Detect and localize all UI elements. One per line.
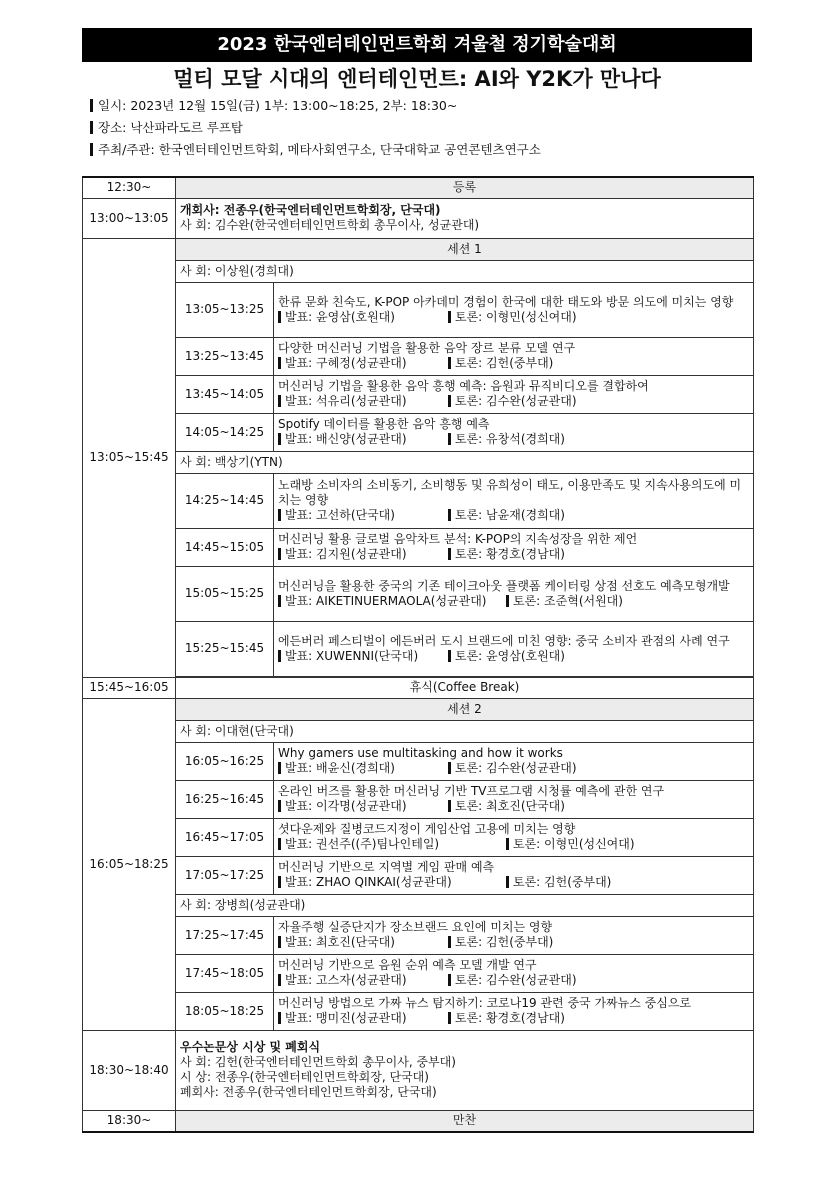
bullet-bar [448,311,451,323]
time-cell: 18:30~18:40 [83,1030,176,1110]
talk-content [274,780,754,818]
session2-moderator2: 사 회: 장병희(성균관대) [176,894,754,916]
conference-banner: 2023 한국엔터테인먼트학회 겨울철 정기학술대회 [82,28,752,62]
closing-speech: 폐회사: 전종우(한국엔터테인먼트학회장, 단국대) [180,1085,437,1099]
talk-people [278,837,749,852]
talk-discussant: 토론: 최호진(단국대) [455,799,565,813]
closing-host: 사 회: 김헌(한국엔터테인먼트학회 총무이사, 중부대) [180,1055,456,1069]
talk-row [83,856,754,894]
session2-moderator: 사 회: 이대현(단국대) [176,720,754,742]
talk-content [274,856,754,894]
info-date: 일시: 2023년 12월 15일(금) 1부: 13:00~18:25, 2부: 18:30~ [90,98,457,114]
talk-content [274,566,754,621]
talk-row [83,818,754,856]
info-venue: 장소: 낙산파라도르 루프탑 [90,120,243,136]
bullet-bar [90,143,93,156]
schedule-table [82,176,754,1133]
talk-title: 자율주행 실증단지가 장소브랜드 요인에 미치는 영향 [278,920,553,934]
bullet-bar [506,595,509,607]
talk-time: 14:05~14:25 [176,413,274,451]
talk-row [83,282,754,337]
time-cell: 13:00~13:05 [83,198,176,238]
opening-host: 사 회: 김수완(한국엔터테인먼트학회 총무이사, 성균관대) [180,218,480,232]
talk-discussant: 토론: 이형민(성신여대) [455,309,577,324]
talk-time: 15:25~15:45 [176,621,274,676]
talk-people [278,310,749,325]
bullet-bar [278,548,281,560]
talk-discussant: 토론: 김수완(성균관대) [455,973,577,987]
session1-time: 13:05~15:45 [83,238,176,677]
session1-header-row [83,238,754,260]
bullet-bar [506,876,509,888]
bullet-bar [278,762,281,774]
bullet-bar [278,395,281,407]
talk-discussant: 토론: 김수완(성균관대) [455,761,577,775]
talk-presenter: 발표: 석유리(성균관대) [285,394,407,408]
opening-content [176,198,754,238]
talk-presenter: 발표: ZHAO QINKAI(성균관대) [285,875,452,889]
bullet-bar [278,876,281,888]
talk-title: 머신러닝 기반으로 지역별 게임 판매 예측 [278,860,495,874]
talk-row [83,916,754,954]
talk-row [83,566,754,621]
bullet-bar [90,99,93,112]
bullet-bar [278,974,281,986]
talk-presenter: 발표: 이각명(성균관대) [285,799,407,813]
talk-time: 16:05~16:25 [176,742,274,780]
session1-moderator: 사 회: 이상원(경희대) [176,260,754,282]
time-cell: 15:45~16:05 [83,677,176,698]
talk-row [83,375,754,413]
talk-discussant: 토론: 이형민(성신여대) [513,837,635,851]
talk-people [278,394,749,409]
bullet-bar [448,509,451,521]
bullet-bar [278,936,281,948]
closing-award: 시 상: 전종우(한국엔터테인먼트학회장, 단국대) [180,1070,429,1084]
talk-people [278,547,749,562]
talk-presenter: 발표: XUWENNI(단국대) [285,648,419,663]
bullet-bar [448,974,451,986]
break-row [83,677,754,698]
talk-discussant: 토론: 조준혁(서원대) [513,593,623,608]
talk-row [83,742,754,780]
talk-presenter: 발표: 배신양(성균관대) [285,432,407,446]
info-host: 주최/주관: 한국엔터테인먼트학회, 메타사회연구소, 단국대학교 공연콘텐츠연구소 [90,142,541,158]
registration-row [83,177,754,198]
bullet-bar [448,357,451,369]
talk-time: 13:45~14:05 [176,375,274,413]
talk-time: 17:45~18:05 [176,954,274,992]
talk-content [274,818,754,856]
talk-time: 17:05~17:25 [176,856,274,894]
bullet-bar [278,311,281,323]
bullet-bar [448,936,451,948]
bullet-bar [448,1012,451,1024]
talk-time: 16:45~17:05 [176,818,274,856]
talk-content [274,992,754,1030]
talk-content [274,916,754,954]
session2-header-row [83,698,754,720]
talk-people [278,1011,749,1026]
talk-time: 13:25~13:45 [176,337,274,375]
talk-presenter: 발표: 구혜정(성균관대) [285,356,407,370]
talk-presenter: 발표: 윤영삼(호원대) [285,309,395,324]
talk-title: 다양한 머신러닝 기법을 활용한 음악 장르 분류 모델 연구 [278,341,576,355]
bullet-bar [278,650,281,662]
conference-title: 멀티 모달 시대의 엔터테인먼트: AI와 Y2K가 만나다 [173,67,661,91]
talk-title: 머신러닝을 활용한 중국의 기존 테이크아웃 플랫폼 케이터링 상점 선호도 예측모형개발 [278,578,730,593]
dinner-row [83,1110,754,1132]
talk-row [83,528,754,566]
talk-time: 16:25~16:45 [176,780,274,818]
talk-title: 온라인 버즈를 활용한 머신러닝 기반 TV프로그램 시청률 예측에 관한 연구 [278,784,665,798]
talk-content [274,413,754,451]
break-label: 휴식(Coffee Break) [176,677,754,698]
talk-presenter: 발표: 권선주((주)팀나인테일) [285,837,440,851]
talk-discussant: 토론: 김헌(중부대) [513,875,612,889]
bullet-bar [448,548,451,560]
talk-discussant: 토론: 김헌(중부대) [455,356,554,370]
talk-content [274,282,754,337]
talk-title: 셧다운제와 질병코드지정이 게임산업 고용에 미치는 영향 [278,822,576,836]
talk-row [83,992,754,1030]
talk-title: 머신러닝 활용 글로벌 음악차트 분석: K-POP의 지속성장을 위한 제언 [278,532,638,546]
bullet-bar [448,650,451,662]
bullet-bar [448,395,451,407]
opening-row [83,198,754,238]
bullet-bar [90,121,93,134]
talk-presenter: 발표: 배윤신(경희대) [285,761,395,775]
talk-content [274,337,754,375]
session1-title: 세션 1 [176,238,754,260]
talk-title: 머신러닝 방법으로 가짜 뉴스 탐지하기: 코로나19 관련 중국 가짜뉴스 중심으로 [278,996,691,1010]
closing-content [176,1030,754,1110]
opening-speech: 개회사: 전종우(한국엔터테인먼트학회장, 단국대) [180,203,441,217]
session2-moderator-row [83,720,754,742]
talk-content [274,473,754,528]
talk-row [83,473,754,528]
talk-people [278,799,749,814]
time-cell: 18:30~ [83,1110,176,1132]
talk-people [278,935,749,950]
talk-discussant: 토론: 김헌(중부대) [455,935,554,949]
bullet-bar [506,838,509,850]
talk-time: 15:05~15:25 [176,566,274,621]
talk-presenter: 발표: 맹미진(성균관대) [285,1011,407,1025]
talk-content [274,954,754,992]
talk-presenter: 발표: 김지원(성균관대) [285,547,407,561]
session1-moderator-row [83,260,754,282]
bullet-bar [278,595,281,607]
session2-title: 세션 2 [176,698,754,720]
dinner-label: 만찬 [176,1110,754,1132]
bullet-bar [448,433,451,445]
talk-time: 18:05~18:25 [176,992,274,1030]
talk-presenter: 발표: 고스자(성균관대) [285,973,407,987]
talk-people [278,973,749,988]
registration-label: 등록 [176,177,754,198]
talk-people [278,594,749,609]
talk-row [83,337,754,375]
talk-row [83,780,754,818]
talk-row [83,954,754,992]
bullet-bar [278,433,281,445]
bullet-bar [448,800,451,812]
session1-moderator2-row [83,451,754,473]
talk-discussant: 토론: 황경호(경남대) [455,1011,565,1025]
talk-time: 13:05~13:25 [176,282,274,337]
talk-discussant: 토론: 윤영삼(호원대) [455,648,565,663]
talk-title: 머신러닝 기반으로 음원 순위 예측 모델 개발 연구 [278,958,537,972]
session1-moderator2: 사 회: 백상기(YTN) [176,451,754,473]
talk-time: 14:45~15:05 [176,528,274,566]
talk-row [83,413,754,451]
talk-title: 한류 문화 친숙도, K-POP 아카데미 경험이 한국에 대한 태도와 방문 의도에 미치는 영향 [278,294,734,309]
talk-time: 17:25~17:45 [176,916,274,954]
talk-time: 14:25~14:45 [176,473,274,528]
talk-presenter: 발표: AIKETINUERMAOLA(성균관대) [285,593,487,608]
talk-discussant: 토론: 황경호(경남대) [455,547,565,561]
talk-discussant: 토론: 김수완(성균관대) [455,394,577,408]
talk-presenter: 발표: 최호진(단국대) [285,935,395,949]
talk-title: 머신러닝 기법을 활용한 음악 흥행 예측: 음원과 뮤직비디오를 결합하여 [278,379,649,393]
talk-content [274,528,754,566]
bullet-bar [278,838,281,850]
talk-people [278,508,749,523]
talk-people [278,356,749,371]
talk-title: 에든버러 페스티벌이 에든버러 도시 브랜드에 미친 영향: 중국 소비자 관점의 사례 연구 [278,633,730,648]
talk-discussant: 토론: 유창석(경희대) [455,432,565,446]
time-cell: 12:30~ [83,177,176,198]
session2-moderator2-row [83,894,754,916]
talk-presenter: 발표: 고선하(단국대) [285,508,395,522]
talk-content [274,621,754,676]
talk-title: Why gamers use multitasking and how it works [278,746,563,760]
closing-title: 우수논문상 시상 및 폐회식 [180,1040,321,1054]
session2-time: 16:05~18:25 [83,698,176,1030]
bullet-bar [278,509,281,521]
closing-row [83,1030,754,1110]
bullet-bar [448,762,451,774]
talk-title: 노래방 소비자의 소비동기, 소비행동 및 유희성이 태도, 이용만족도 및 지속사용의도에 미치는 영향 [278,478,742,507]
talk-people [278,761,749,776]
bullet-bar [278,1012,281,1024]
talk-content [274,375,754,413]
talk-people [278,432,749,447]
talk-row [83,621,754,676]
talk-title: Spotify 데이터를 활용한 음악 흥행 예측 [278,417,490,431]
talk-people [278,875,749,890]
talk-content [274,742,754,780]
talk-people [278,649,749,664]
talk-discussant: 토론: 남윤재(경희대) [455,508,565,522]
bullet-bar [278,357,281,369]
bullet-bar [278,800,281,812]
